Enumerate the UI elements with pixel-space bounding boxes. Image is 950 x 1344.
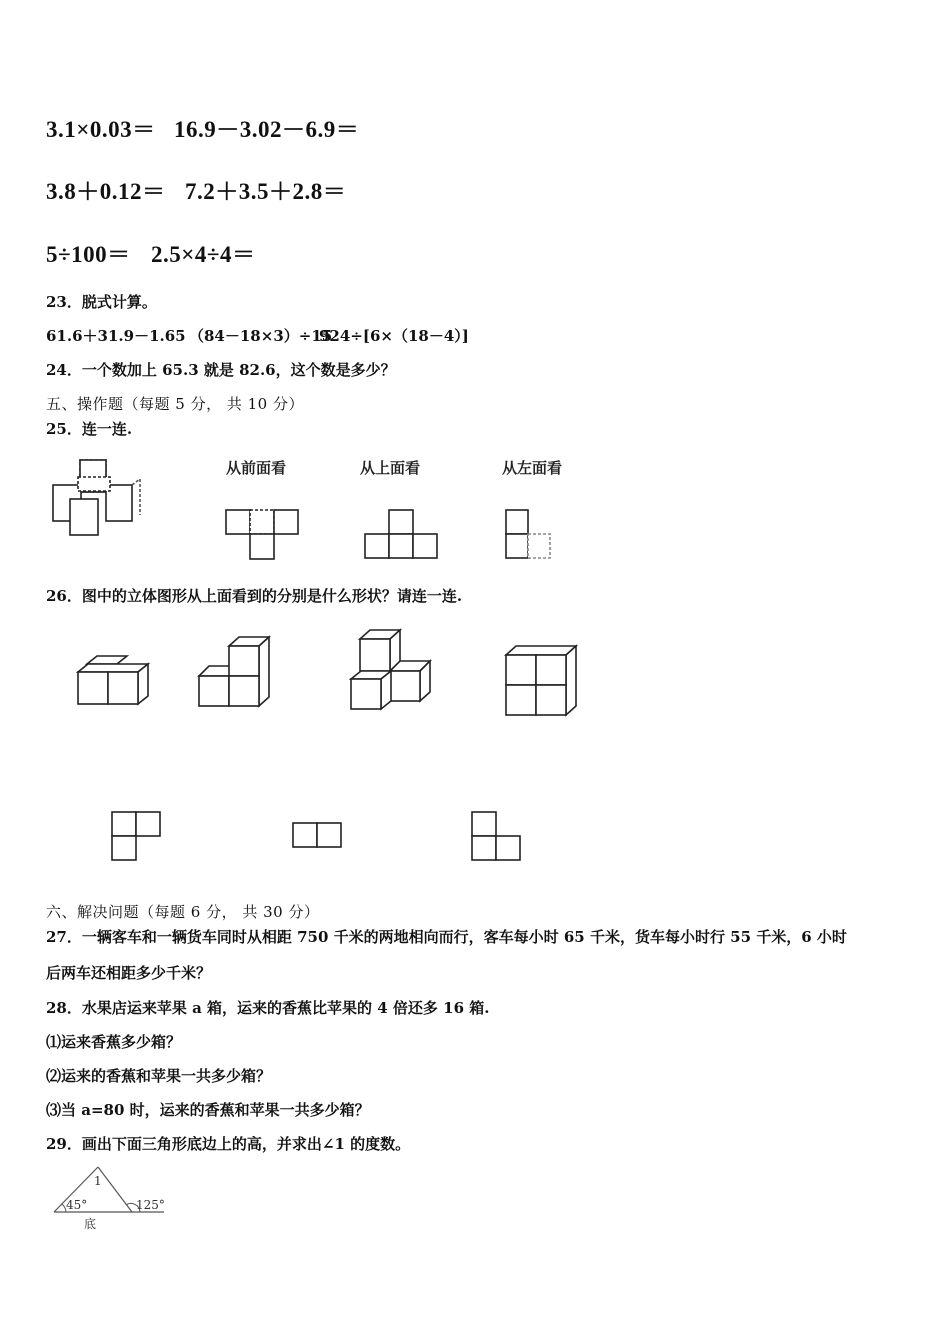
q26-topview-3 bbox=[471, 811, 523, 863]
q29-angle-right-label: 125° bbox=[136, 1198, 165, 1212]
q27-line2: 后两车还相距多少千米？ bbox=[46, 964, 212, 982]
calc-2b: 7.2＋3.5＋2.8＝ bbox=[185, 179, 347, 204]
q29-angle-left-label: 45° bbox=[66, 1198, 88, 1212]
view-shape-front bbox=[225, 509, 300, 561]
q23-title: 23．脱式计算。 bbox=[46, 293, 157, 311]
q26-title: 26．图中的立体图形从上面看到的分别是什么形状？请连一连. bbox=[46, 587, 463, 605]
q23-expr-3: 924÷[6×（18－4）] bbox=[319, 327, 469, 345]
section6-title: 六、解决问题（每题 6 分， 共 30 分） bbox=[46, 903, 320, 921]
q28-part-2: ⑵运来的香蕉和苹果一共多少箱？ bbox=[46, 1067, 272, 1085]
q28-part-1: ⑴运来香蕉多少箱？ bbox=[46, 1033, 182, 1051]
calc-3a: 5÷100＝ bbox=[46, 242, 131, 267]
q26-solid-4 bbox=[505, 645, 580, 720]
q25-title: 25．连一连. bbox=[46, 420, 133, 438]
q27-line1: 27．一辆客车和一辆货车同时从相距 750 千米的两地相向而行，客车每小时 65 千米，货车每小时行 55 千米，6 小时 bbox=[46, 928, 847, 946]
section5-title: 五、操作题（每题 5 分， 共 10 分） bbox=[46, 395, 304, 413]
q26-topview-1 bbox=[111, 811, 163, 863]
q25-solid-figure bbox=[48, 455, 158, 540]
calc-2a: 3.8＋0.12＝ bbox=[46, 179, 166, 204]
q23-expr-2: （84－18×3）÷15 bbox=[189, 327, 333, 345]
q23-expr-1: 61.6＋31.9－1.65 bbox=[46, 327, 186, 345]
q26-solid-1 bbox=[77, 652, 152, 708]
q24-text: 24．一个数加上 65.3 就是 82.6，这个数是多少？ bbox=[46, 361, 396, 379]
q29-text: 29．画出下面三角形底边上的高，并求出∠1 的度数。 bbox=[46, 1135, 411, 1153]
view-shape-left bbox=[504, 509, 554, 561]
calc-3b: 2.5×4÷4＝ bbox=[151, 242, 256, 267]
calc-1a: 3.1×0.03＝ bbox=[46, 117, 156, 142]
q29-angle-1-label: 1 bbox=[94, 1174, 102, 1188]
view-label-top: 从上面看 bbox=[360, 459, 421, 477]
q28-part-3: ⑶当 a=80 时，运来的香蕉和苹果一共多少箱？ bbox=[46, 1101, 370, 1119]
q26-topview-2 bbox=[292, 822, 344, 850]
q28-title: 28．水果店运来苹果 a 箱，运来的香蕉比苹果的 4 倍还多 16 箱. bbox=[46, 999, 490, 1017]
view-label-left: 从左面看 bbox=[502, 459, 563, 477]
q29-triangle bbox=[52, 1164, 172, 1234]
view-label-front: 从前面看 bbox=[226, 459, 287, 477]
q26-solid-3 bbox=[350, 629, 435, 714]
q26-solid-2 bbox=[198, 636, 273, 711]
view-shape-top bbox=[363, 509, 439, 561]
q29-base-label: 底 bbox=[84, 1217, 97, 1231]
calc-1b: 16.9－3.02－6.9＝ bbox=[174, 117, 360, 142]
